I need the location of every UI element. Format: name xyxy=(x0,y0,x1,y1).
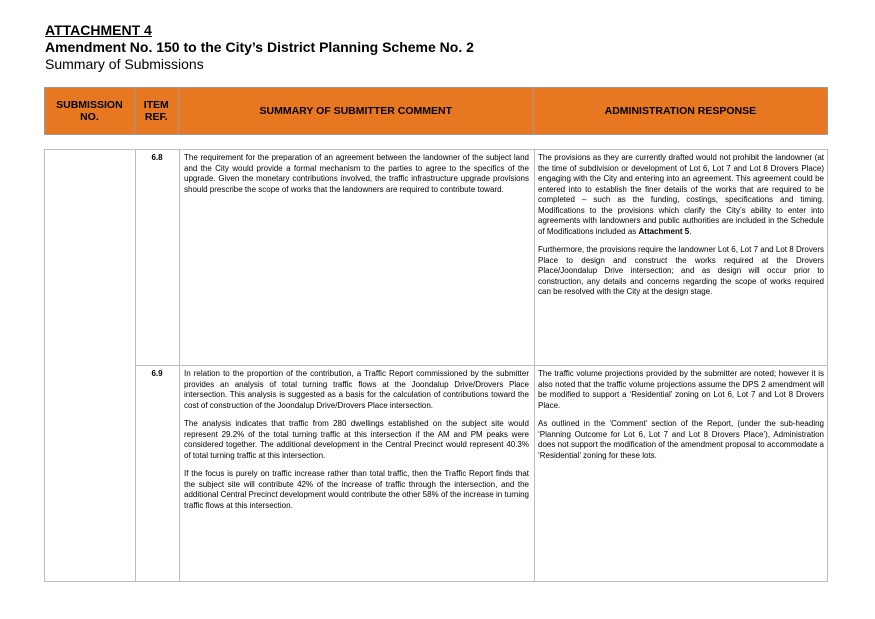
submitter-comment xyxy=(184,369,529,519)
col-header-item-ref: ITEM REF. xyxy=(135,88,179,134)
item-ref: 6.8 xyxy=(151,153,163,162)
col-header-summary: SUMMARY OF SUBMITTER COMMENT xyxy=(179,88,534,134)
comment-paragraph: The requirement for the preparation of an agreement between the landowner of the subject land and the City would provide a formal mechanism to the parties to agree to the specifics of the upgrade. Given the monetary contributions involved, the traffic infrastructure upgrade provisions should prescribe the scope of works that the landowners are required to contribute toward. xyxy=(184,153,529,194)
comment-paragraph: If the focus is purely on traffic increase rather than total traffic, then the Traffic Report finds that the subject site will contribute 42% of the increase of traffic through the intersection, and the additional Central Precinct development would contribute the other 58% of the increase in turning traffic flows at this intersection. xyxy=(184,469,529,510)
submitter-comment xyxy=(184,153,529,203)
administration-response xyxy=(538,153,824,306)
attachment-title: ATTACHMENT 4 xyxy=(45,22,152,38)
submissions-table xyxy=(44,149,828,582)
page-subtitle: Summary of Submissions xyxy=(45,56,204,72)
item-ref: 6.9 xyxy=(151,369,163,378)
response-text-end: . xyxy=(689,226,692,236)
row-divider xyxy=(135,365,827,366)
response-paragraph xyxy=(538,153,824,237)
response-paragraph: As outlined in the ‘Comment’ section of the Report, (under the sub-heading ‘Planning Outcome for Lot 6, Lot 7 and Lot 8 Drovers Place’), Administration does not support the modification of the amendment proposal to accommodate a ‘Residential’ zoning for these lots. xyxy=(538,419,824,460)
response-paragraph: The traffic volume projections provided by the submitter are noted; however it is also noted that the traffic volume projections assume the DPS 2 amendment will be modified to support a ‘Residential’ zoning on Lot 6, Lot 7 and Lot 8 Drovers Place. xyxy=(538,369,824,410)
response-paragraph: Furthermore, the provisions require the landowner Lot 6, Lot 7 and Lot 8 Drovers Place to design and construct the works required at the Drovers Place/Joondalup Drive intersection; and as design will occur prior to construction, any details and concerns regarding the scope of works required can be resolved with the City at the design stage. xyxy=(538,245,824,296)
col-header-response: ADMINISTRATION RESPONSE xyxy=(534,88,827,134)
table-header xyxy=(44,87,828,135)
comment-paragraph: In relation to the proportion of the contribution, a Traffic Report commissioned by the submitter provides an analysis of total turning traffic flows at the Joondalup Drive/Drovers Place intersection. This analysis is suggested as a basis for the calculation of contributions toward the cost of construction of the Joondalup Drive/Drovers Place intersection. xyxy=(184,369,529,410)
response-text: The provisions as they are currently drafted would not prohibit the landowner (at the time of subdivision or development of Lot 6, Lot 7 and Lot 8 Drovers Place) engaging with the City and entering into an agreement. This agreement could be entered into to establish the finer details of the works that are required to be completed – such as the funding, costings, specifications and timing. Modifications to the provisions which clarify the City’s ability to enter into agreements with landowners and public authorities are included in the Schedule of Modifications included as xyxy=(538,153,824,236)
attachment-reference: Attachment 5 xyxy=(638,226,690,236)
col-header-submission-no: SUBMISSION NO. xyxy=(45,88,135,134)
comment-paragraph: The analysis indicates that traffic from 280 dwellings established on the subject site would represent 29.2% of the total turning traffic at this intersection if the AM and PM peaks were considered together. The additional development in the Central Precinct would represent 40.3% of total turning traffic at this intersection. xyxy=(184,419,529,460)
administration-response xyxy=(538,369,824,469)
amendment-title: Amendment No. 150 to the City’s District Planning Scheme No. 2 xyxy=(45,39,474,55)
